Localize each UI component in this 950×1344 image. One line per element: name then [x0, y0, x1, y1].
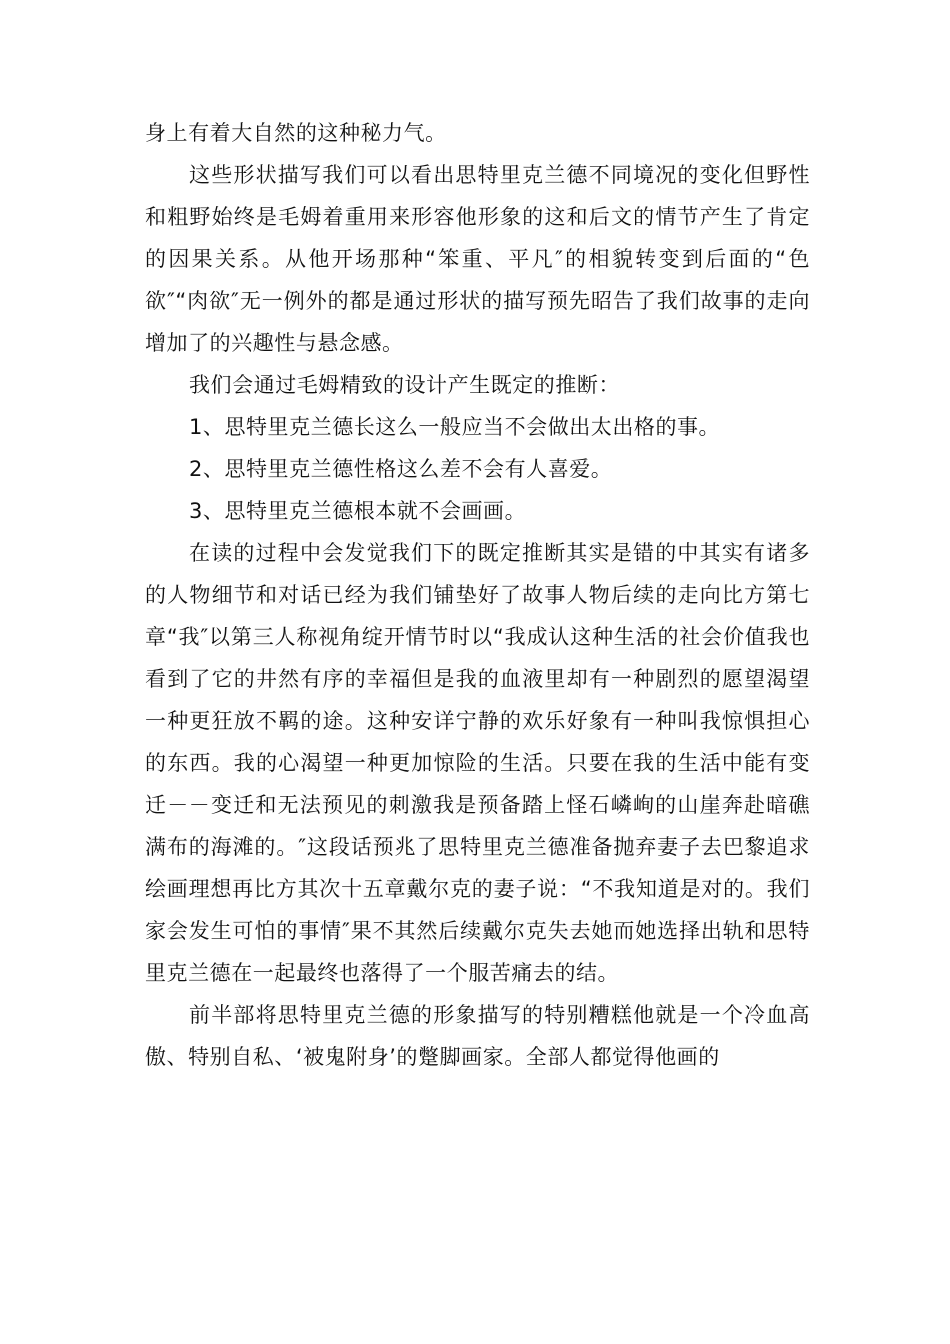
paragraph-2: 这些形状描写我们可以看出思特里克兰德不同境况的变化但野性和粗野始终是毛姆着重用来形容他形象的这和后文的情节产生了肯定的因果关系。从他开场那种“笨重、平凡″的相貌转变到后面的“色欲″“肉欲″无一例外的都是通过形状的描写预先昭告了我们故事的走向增加了的兴趣性与悬念感。 — [145, 163, 810, 355]
document-body — [145, 112, 810, 1078]
paragraph-3: 我们会通过毛姆精致的设计产生既定的推断： — [189, 373, 620, 397]
list-item-3: 3、思特里克兰德根本就不会画画。 — [189, 499, 527, 523]
paragraph-5: 前半部将思特里克兰德的形象描写的特别糟糕他就是一个冷血高傲、特别自私、‘被鬼附身’的蹩脚画家。全部人都觉得他画的 — [145, 1003, 810, 1069]
list-item-1: 1、思特里克兰德长这么一般应当不会做出太出格的事。 — [189, 415, 721, 439]
paragraph-1: 身上有着大自然的这种秘力气。 — [145, 121, 447, 145]
paragraph-4: 在读的过程中会发觉我们下的既定推断其实是错的中其实有诸多的人物细节和对话已经为我们铺垫好了故事人物后续的走向比方第七章“我″以第三人称视角绽开情节时以“我成认这种生活的社会价值我也看到了它的井然有序的幸福但是我的血液里却有一种剧烈的愿望渴望一种更狂放不羁的途。这种安详宁静的欢乐好象有一种叫我惊惧担心的东西。我的心渴望一种更加惊险的生活。只要在我的生活中能有变迁－－变迁和无法预见的刺激我是预备踏上怪石嶙峋的山崖奔赴暗礁满布的海滩的。″这段话预兆了思特里克兰德准备抛弃妻子去巴黎追求绘画理想再比方其次十五章戴尔克的妻子说：“不我知道是对的。我们家会发生可怕的事情″果不其然后续戴尔克失去她而她选择出轨和思特里克兰德在一起最终也落得了一个服苦痛去的结。 — [145, 541, 810, 985]
list-item-2: 2、思特里克兰德性格这么差不会有人喜爱。 — [189, 457, 613, 481]
